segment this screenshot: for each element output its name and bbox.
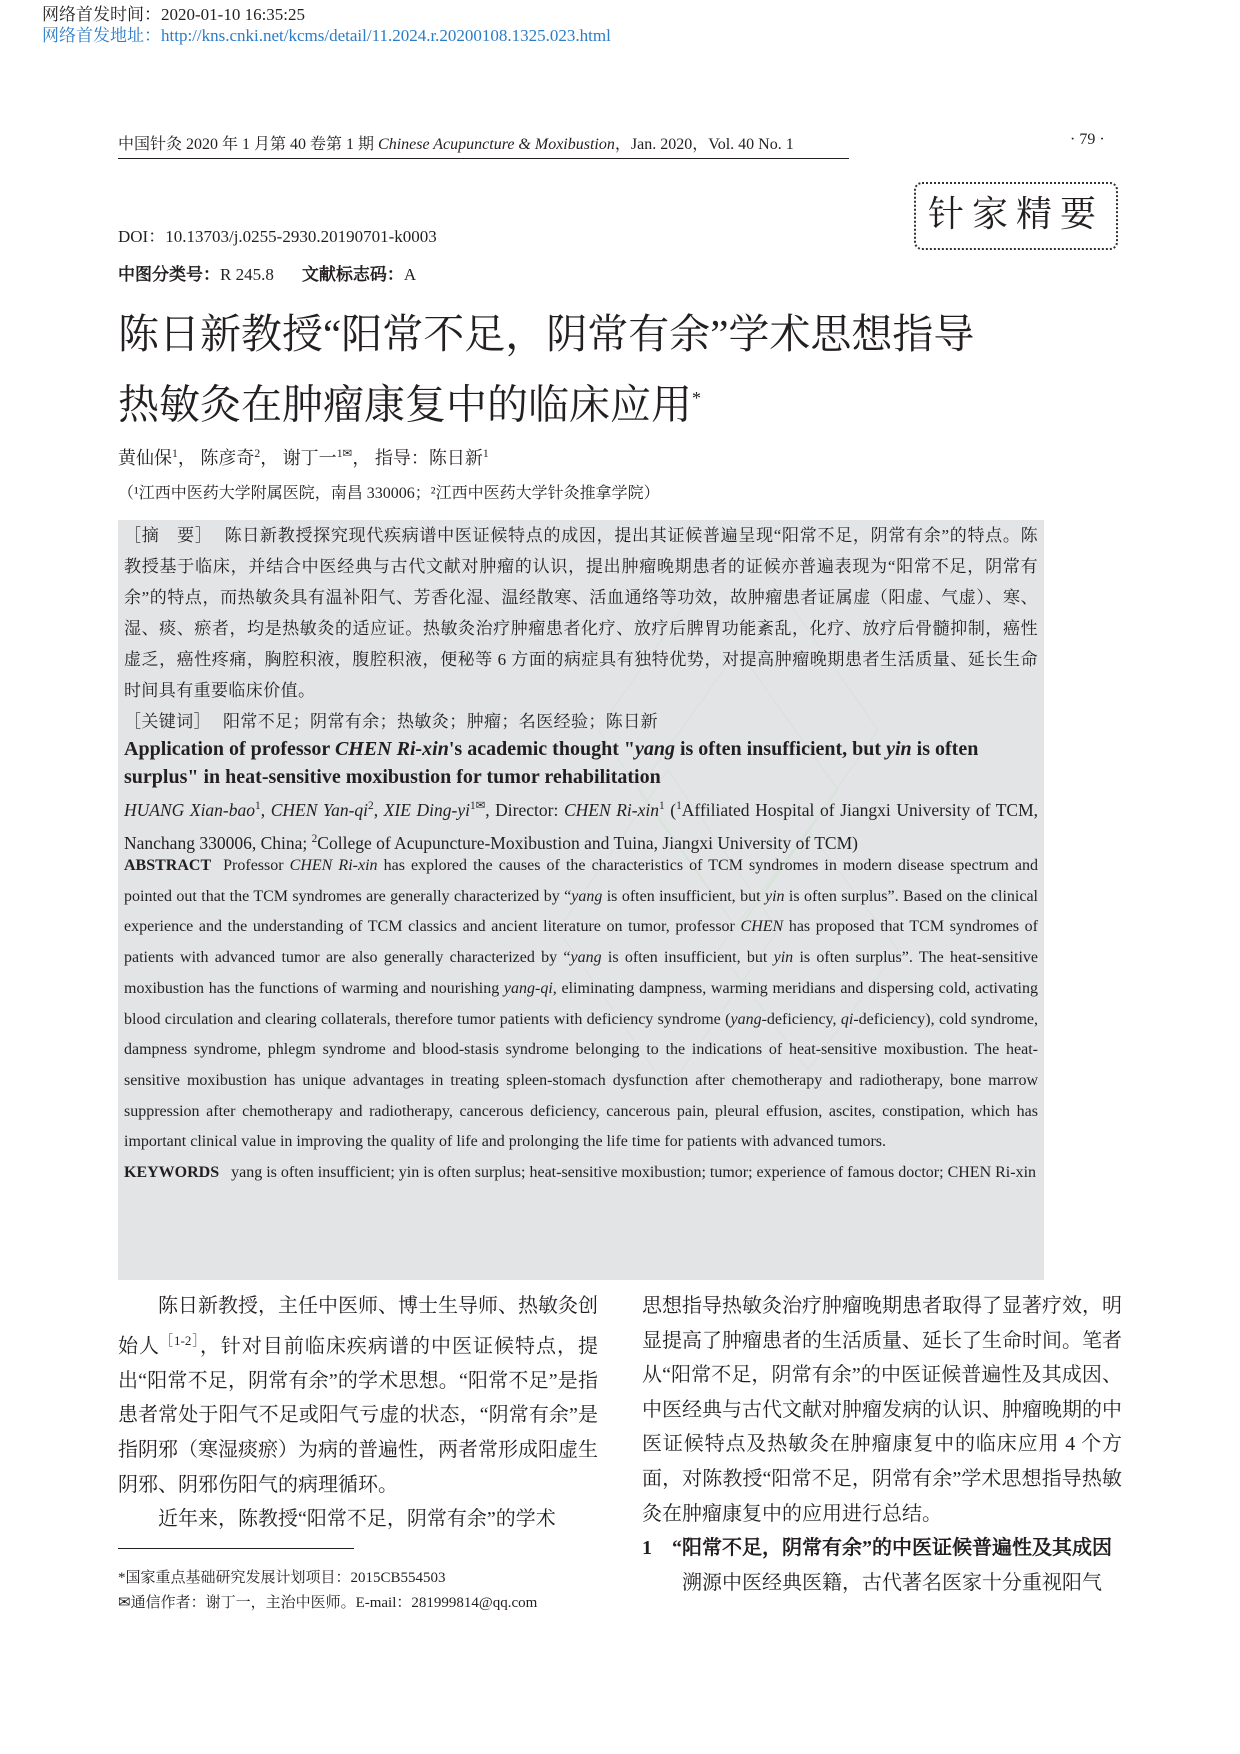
time-value: 2020-01-10 16:35:25 bbox=[161, 5, 306, 24]
author: 谢丁一 bbox=[282, 448, 337, 468]
online-publish-url[interactable] bbox=[42, 26, 611, 46]
text-segment: yang bbox=[730, 1010, 762, 1028]
text-segment: is often insufficient, but bbox=[601, 949, 774, 967]
keywords-en-label: KEYWORDS bbox=[124, 1164, 220, 1182]
text-segment: yang-qi, bbox=[503, 979, 557, 997]
body-paragraph: 思想指导热敏灸治疗肿瘤晚期患者取得了显著疗效，明显提高了肿瘤患者的生活质量、延长了生命时间。笔者从“阳常不足，阴常有余”的中医证候普遍性及其成因、中医经典与古代文献对肿瘤发病的认识、肿瘤晚期的中医证候特点及热敏灸在肿瘤康复中的临床应用 4 个方面，对陈教授“阳常不足，阴常有余”学术思想指导热敏灸在肿瘤康复中的应用进行总结。 bbox=[642, 1295, 1122, 1525]
abstract-box bbox=[118, 520, 1044, 1280]
text-segment: College of Acupuncture-Moxibustion and Tuina, Jiangxi University of TCM) bbox=[317, 832, 858, 853]
body-paragraph: 近年来，陈教授“阳常不足，阴常有余”的学术 bbox=[158, 1508, 556, 1531]
author-sup: 1✉ bbox=[336, 447, 353, 460]
running-header bbox=[118, 131, 849, 159]
english-authors bbox=[124, 792, 1038, 858]
text: 陈日新教授，主任中医师、博士生导师、热敏灸创始人 bbox=[118, 1295, 598, 1358]
text-segment: is often surplus" in heat-sensitive moxibustion for tumor rehabilitation bbox=[124, 738, 979, 788]
text-segment: 2 bbox=[368, 800, 374, 812]
keywords-cn: 阳常不足；阴常有余；热敏灸；肿瘤；名医经验；陈日新 bbox=[223, 712, 658, 731]
text-segment: , bbox=[373, 799, 384, 820]
text-segment: yin bbox=[886, 738, 912, 760]
text-segment: has proposed that TCM syndromes of patients with advanced tumor are also generally characterized by “ bbox=[124, 918, 1039, 967]
english-title bbox=[124, 735, 1038, 791]
text-segment: eliminating dampness, warming meridians and dispersing cold, activating blood circulation and clearing collaterals, therefore tumor patients with deficiency syndrome ( bbox=[124, 979, 1038, 1028]
text-segment: , Director: bbox=[485, 799, 564, 820]
author: 指导：陈日新 bbox=[374, 448, 483, 468]
footnote-fund: *国家重点基础研究发展计划项目：2015CB554503 bbox=[118, 1570, 446, 1586]
abstract-text: 陈日新教授探究现代疾病谱中医证候特点的成因，提出其证候普遍呈现“阳常不足，阴常有余”的特点。陈教授基于临床，并结合中医经典与古代文献对肿瘤的认识，提出肿瘤晚期患者的证候亦普遍表现为“阳常不足，阴常有余”的特点，而热敏灸具有温补阳气、芳香化湿、温经散寒、活血通络等功效，故肿瘤患者证属虚（阳虚、气虚）、寒、湿、痰、瘀者，均是热敏灸的适应证。热敏灸治疗肿瘤患者化疗、放疗后脾胃功能紊乱，化疗、放疗后骨髓抑制，癌性虚乏，癌性疼痛，胸腔积液，腹腔积液，便秘等 6 方面的病症具有独特优势，对提高肿瘤晚期患者生活质量、延长生命时间具有重要临床价值。 bbox=[124, 526, 1039, 700]
abstract-en-text bbox=[124, 857, 1038, 1150]
text-segment: 2 bbox=[311, 832, 318, 845]
author-sup: 1 bbox=[172, 447, 178, 460]
text-segment: is often insufficient, but bbox=[602, 887, 765, 905]
text-segment: 1✉ bbox=[469, 800, 486, 812]
text-segment: yang bbox=[570, 949, 602, 967]
url-label: 网络首发地址： bbox=[42, 26, 161, 45]
text-segment: is often surplus”. The heat-sensitive moxibustion has the functions of warming and nourishing bbox=[124, 949, 1038, 997]
abstract-label: ［摘 要］ bbox=[124, 526, 213, 545]
text-segment: qi bbox=[840, 1010, 854, 1028]
english-abstract bbox=[124, 851, 1038, 1189]
doc-code-label: 文献标志码： bbox=[301, 265, 404, 284]
body-paragraph bbox=[118, 1289, 598, 1502]
text-segment: CHEN Ri-xin bbox=[289, 857, 378, 874]
text-segment: yin bbox=[764, 887, 785, 905]
classification bbox=[118, 260, 416, 285]
author: 黄仙保 bbox=[118, 448, 172, 468]
text: ，针对目前临床疾病谱的中医证候特点，提出“阳常不足，阴常有余”的学术思想。“阳常不足”是指患者常处于阳气不足或阳气亏虚的状态，“阴常有余”是指阴邪（寒湿痰瘀）为病的普遍性，两者常形成阳虚生阴邪、阴邪伤阳气的病理循环。 bbox=[118, 1335, 598, 1496]
text-segment: Application of professor bbox=[124, 738, 335, 760]
page-title bbox=[118, 302, 1078, 437]
text-segment: yang bbox=[634, 738, 675, 760]
text-segment: CHEN Ri-xin bbox=[334, 738, 449, 760]
text-segment: , bbox=[260, 799, 271, 820]
author-sup: 1 bbox=[482, 447, 489, 460]
text-segment: -deficiency), cold syndrome, dampness syndrome, phlegm syndrome and blood-stasis syndrome belonging to the indications of heat-sensitive moxibustion. The heat-sensitive moxibustion has unique advantages in treating spleen-stomach dysfunction after chemotherapy and radiotherapy, bone marrow suppression after chemotherapy and radiotherapy, cancerous deficiency, cancerous pain, pleural effusion, ascites, constipation, which has important clinical value in improving the quality of life and prolonging the life time for patients with advanced tumors. bbox=[124, 1010, 1038, 1151]
column-stamp: 针家精要 bbox=[914, 182, 1118, 250]
text-segment: is often insufficient, but bbox=[674, 738, 887, 760]
header-journal: Chinese Acupuncture & Moxibustion bbox=[378, 136, 615, 153]
body-right-column bbox=[642, 1289, 1122, 1600]
text-segment: Affiliated Hospital of Jiangxi University of TCM, Nanchang 330006, China; bbox=[124, 799, 1039, 853]
text-segment: XIE Ding-yi bbox=[383, 799, 470, 820]
citation-link[interactable]: ［1-2］ bbox=[160, 1332, 200, 1348]
text-segment: yin bbox=[773, 949, 794, 967]
page-number: · 79 · bbox=[1070, 131, 1105, 148]
text-segment: 1 bbox=[658, 800, 665, 812]
header-cn: 中国针灸 2020 年 1 月第 40 卷第 1 期 bbox=[118, 136, 379, 153]
authors: 黄仙保$^1$， 陈彦奇$^2$， 谢丁一$^{1✉}$， 指导：陈日新$^1$ bbox=[118, 447, 489, 468]
keywords-label: ［关键词］ bbox=[124, 712, 211, 731]
text-segment: CHEN bbox=[740, 918, 784, 936]
body-left-column bbox=[118, 1289, 598, 1537]
text-segment: Professor bbox=[223, 857, 290, 874]
section-heading: 1 “阳常不足，阴常有余”的中医证候普遍性及其成因 bbox=[642, 1537, 1112, 1560]
text-segment: HUANG Xian-bao bbox=[124, 799, 256, 820]
doc-code-value: A bbox=[403, 265, 417, 284]
time-label: 网络首发时间： bbox=[42, 5, 161, 24]
abstract-cn bbox=[124, 520, 1038, 737]
doi: DOI：10.13703/j.0255-2930.20190701-k0003 bbox=[118, 227, 437, 246]
author: 陈彦奇 bbox=[200, 448, 255, 468]
body-paragraph: 溯源中医经典医籍，古代著名医家十分重视阳气 bbox=[682, 1571, 1102, 1594]
title-line-2: 热敏灸在肿瘤康复中的临床应用 bbox=[118, 381, 692, 428]
text-segment: 1 bbox=[676, 800, 682, 812]
affiliation: （¹江西中医药大学附属医院，南昌 330006；²江西中医药大学针灸推拿学院） bbox=[118, 485, 660, 502]
text-segment: -deficiency, bbox=[761, 1010, 841, 1028]
fund-mark: * bbox=[692, 388, 701, 408]
text-segment: yang bbox=[571, 887, 603, 905]
online-publish-time bbox=[42, 5, 305, 25]
keywords-en: yang is often insufficient; yin is often surplus; heat-sensitive moxibustion; tumor; experience of famous doctor; CHEN Ri-xin bbox=[231, 1164, 1037, 1182]
title-line-1: 陈日新教授“阳常不足，阴常有余”学术思想指导 bbox=[118, 311, 975, 357]
clc-value: R 245.8 bbox=[220, 265, 274, 284]
footnote-divider bbox=[118, 1548, 354, 1549]
text-segment: 1 bbox=[255, 800, 261, 812]
clc-label: 中图分类号： bbox=[118, 265, 220, 284]
footnote-correspondence: ✉通信作者：谢丁一，主治中医师。E-mail：281999814@qq.com bbox=[118, 1595, 538, 1611]
abstract-en-label: ABSTRACT bbox=[124, 857, 212, 874]
author-sup: 2 bbox=[254, 447, 261, 460]
text-segment: has explored the causes of the characteristics of TCM syndromes in modern disease spectrum and pointed out that the TCM syndromes are generally characterized by “ bbox=[124, 857, 1039, 905]
header-issue: ，Jan. 2020，Vol. 40 No. 1 bbox=[614, 136, 794, 153]
text-segment: is often surplus”. Based on the clinical experience and the understanding of TCM classics and ancient literature on tumor, professor bbox=[124, 887, 1039, 936]
text-segment: CHEN Ri-xin bbox=[563, 799, 659, 820]
text-segment: CHEN Yan-qi bbox=[270, 799, 369, 820]
text-segment: 's academic thought " bbox=[448, 738, 635, 760]
text-segment: ( bbox=[664, 799, 677, 820]
url-link[interactable]: http://kns.cnki.net/kcms/detail/11.2024.r.20200108.1325.023.html bbox=[161, 26, 611, 45]
